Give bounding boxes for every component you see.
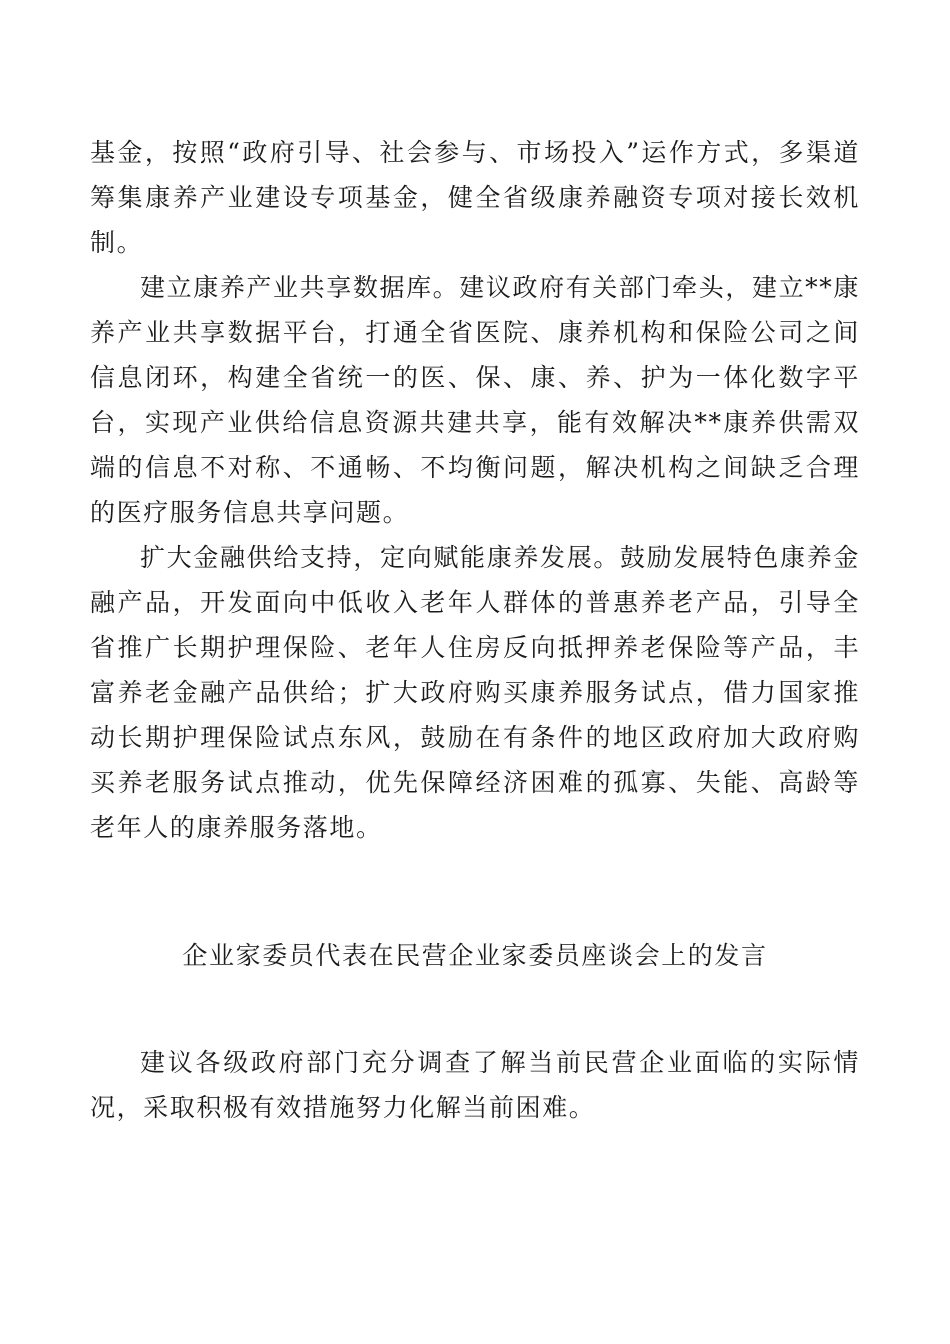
paragraph-continued-fund: 基金，按照“政府引导、社会参与、市场投入”运作方式，多渠道筹集康养产业建设专项基金，健全省级康养融资专项对接长效机制。 bbox=[90, 138, 860, 257]
paragraph-government-suggestion: 建议各级政府部门充分调查了解当前民营企业面临的实际情况，采取积极有效措施努力化解当前困难。 bbox=[90, 1048, 860, 1122]
paragraph-financial-support: 扩大金融供给支持，定向赋能康养发展。鼓励发展特色康养金融产品，开发面向中低收入老年人群体的普惠养老产品，引导全省推广长期护理保险、老年人住房反向抵押养老保险等产品，丰富养老金融产品供给；扩大政府购买康养服务试点，借力国家推动长期护理保险试点东风，鼓励在有条件的地区政府加大政府购买养老服务试点推动，优先保障经济困难的孤寡、失能、高龄等老年人的康养服务落地。 bbox=[90, 543, 860, 842]
paragraph-shared-database: 建立康养产业共享数据库。建议政府有关部门牵头，建立**康养产业共享数据平台，打通全省医院、康养机构和保险公司之间信息闭环，构建全省统一的医、保、康、养、护为一体化数字平台，实现产业供给信息资源共建共享，能有效解决**康养供需双端的信息不对称、不通畅、不均衡问题，解决机构之间缺乏合理的医疗服务信息共享问题。 bbox=[90, 273, 860, 527]
body-section-2 bbox=[90, 1040, 860, 1130]
speech-title: 企业家委员代表在民营企业家委员座谈会上的发言 bbox=[182, 941, 768, 970]
body-section-1 bbox=[90, 130, 860, 850]
